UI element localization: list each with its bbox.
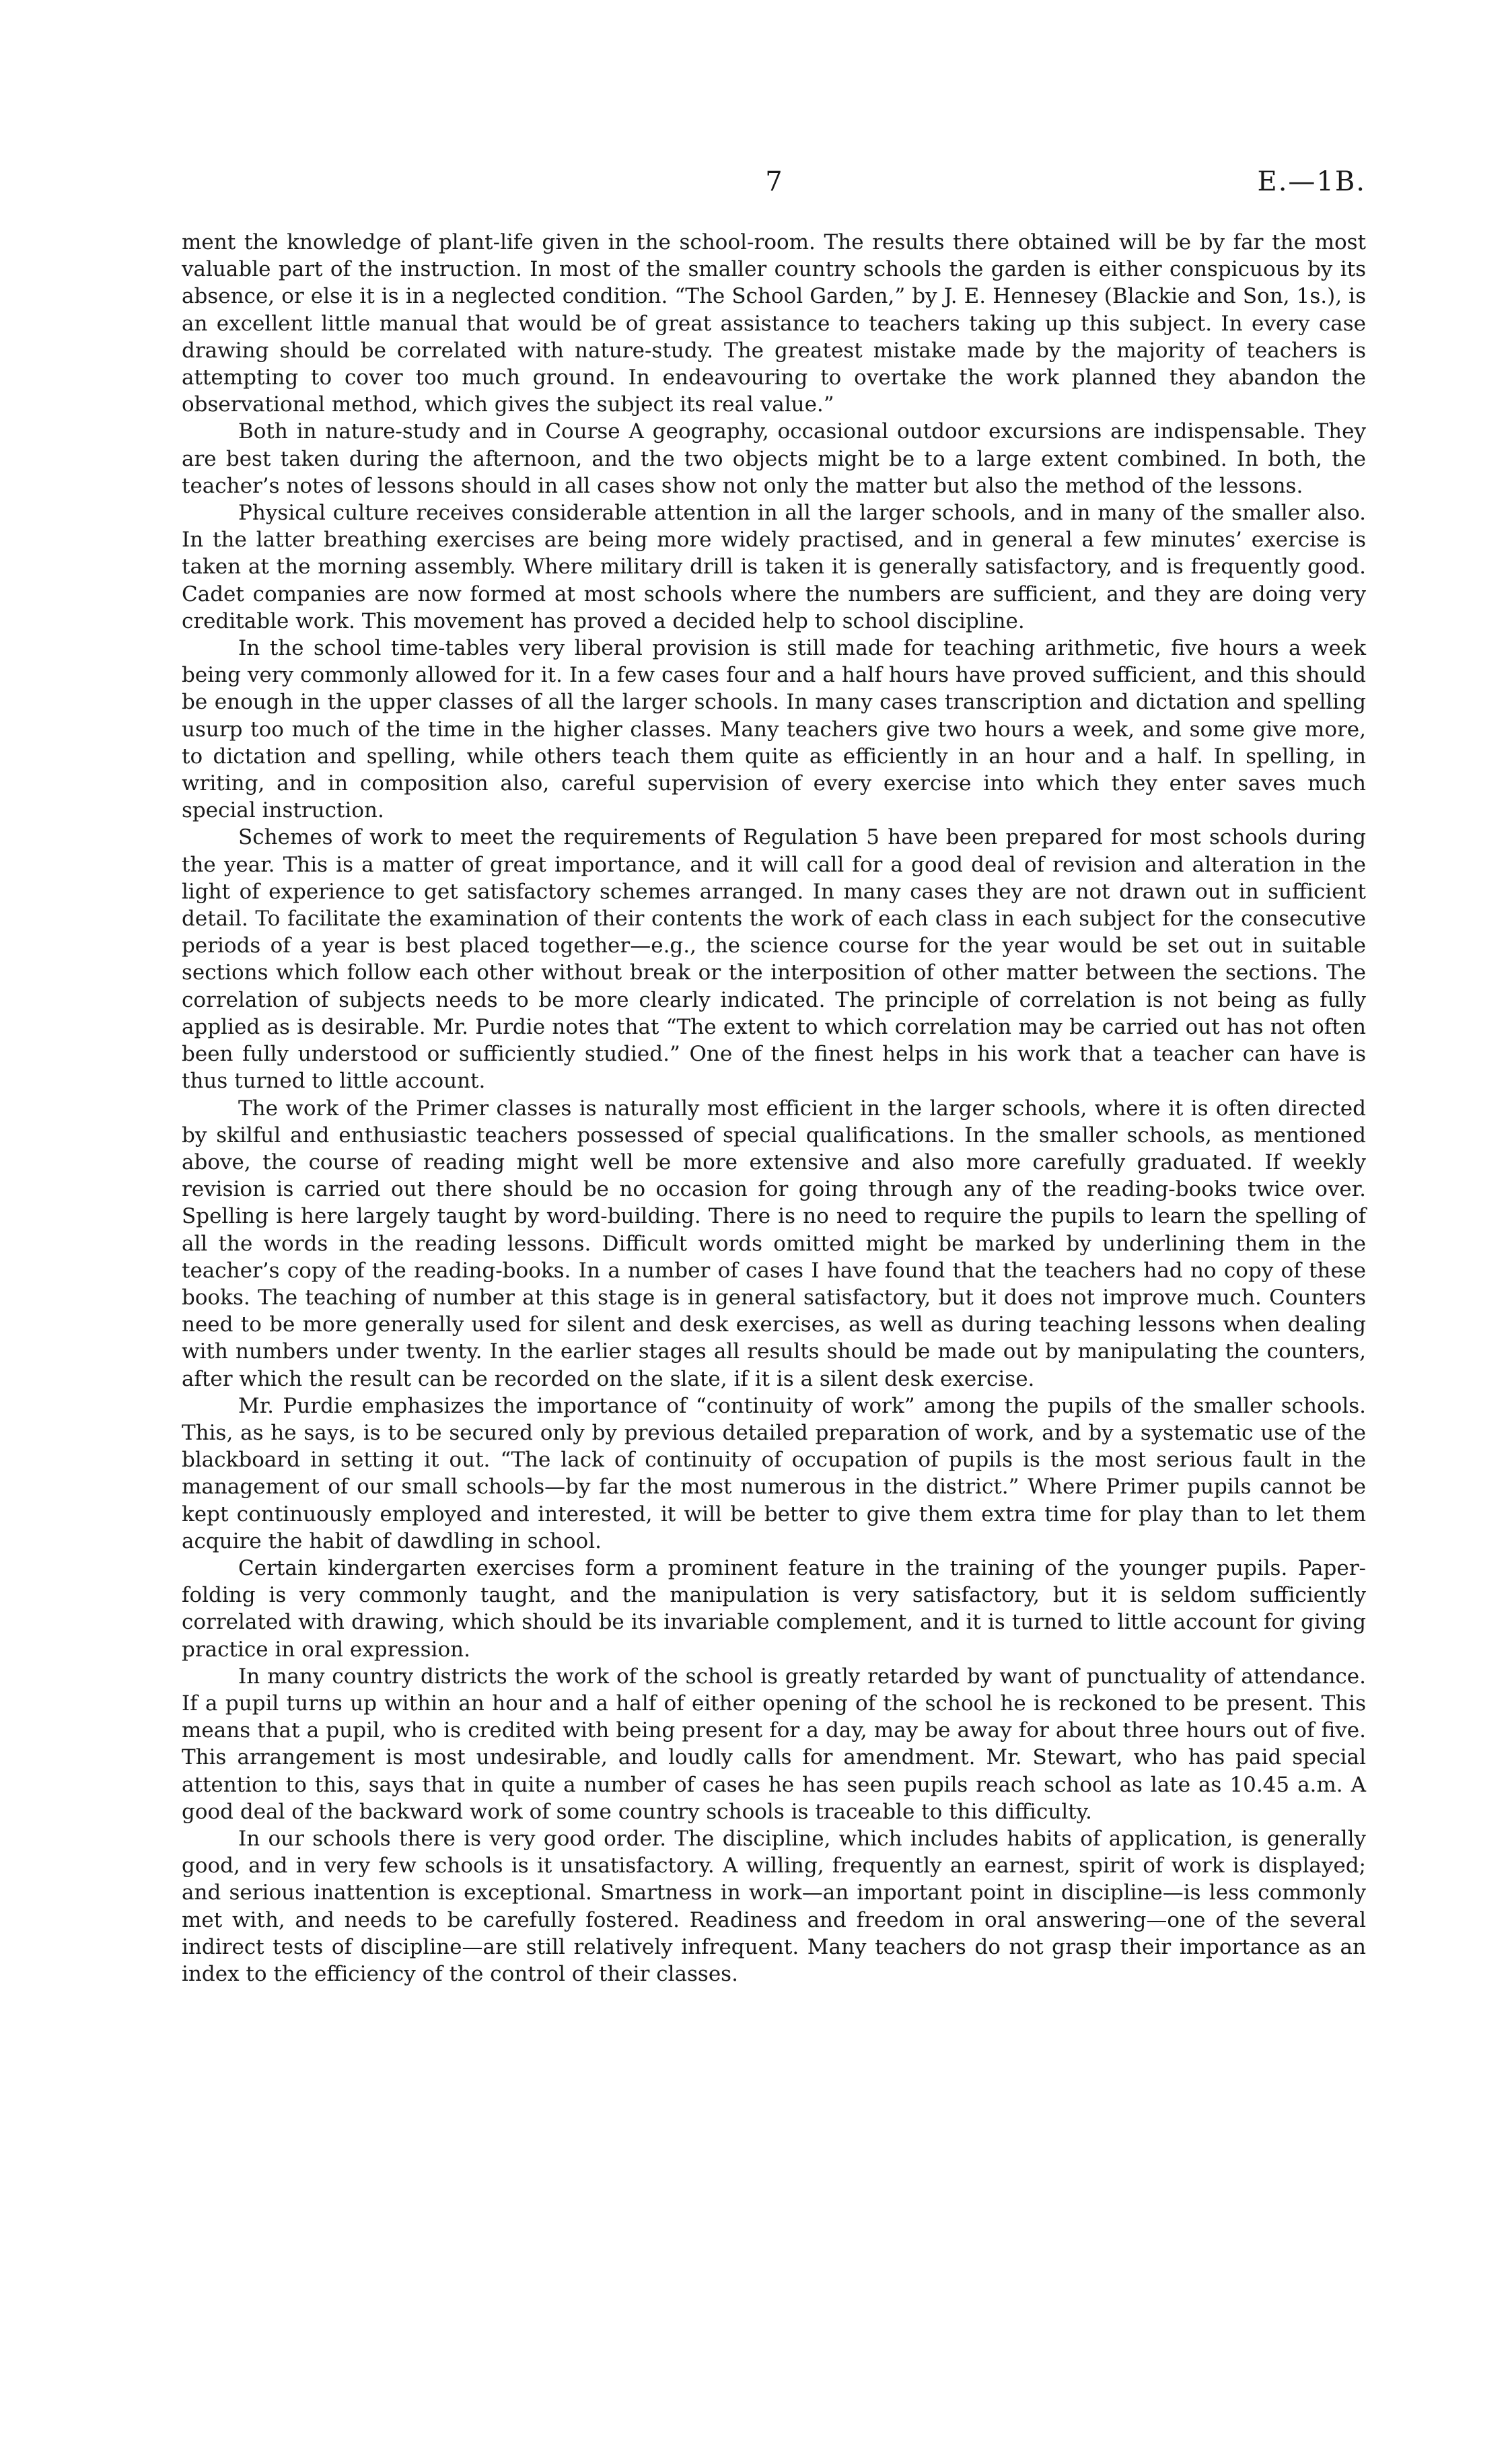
paragraph-discipline: In our schools there is very good order. The discipline, which includes habits of application, is generally good, and in very few schools is it unsatisfactory. A willing, frequently an earnest, spirit of work is displayed; and serious inattention is exceptional. Smartness in work—an important point in discipline—is less commonly met with, and needs to be carefully fostered. Readiness and freedom in oral answering—one of the several indirect tests of discipline—are still relatively infrequent. Many teachers do not grasp their importance as an index to the efficiency of the control of their classes. (182, 1826, 1366, 1986)
page-header (182, 162, 1366, 202)
paragraph-nature-study-continued: ment the knowledge of plant-life given in the school-room. The results there obtained will be by far the most valuable part of the instruction. In most of the smaller country schools the garden is either conspicuous by its absence, or else it is in a neglected condition. “The School Garden,” by J. E. Hennesey (Blackie and Son, 1s.), is an excellent little manual that would be of great assistance to teachers taking up this subject. In every case drawing should be correlated with nature-study. The greatest mistake made by the majority of teachers is attempting to cover too much ground. In endeavouring to overtake the work planned they abandon the observational method, which gives the subject its real value.” (182, 230, 1366, 417)
paragraph-continuity-of-work: Mr. Purdie emphasizes the importance of “continuity of work” among the pupils of the smaller schools. This, as he says, is to be secured only by previous detailed preparation of work, and by a systematic use of the blackboard in setting it out. “The lack of continuity of occupation of pupils is the most serious fault in the management of our small schools—by far the most numerous in the district.” Where Primer pupils cannot be kept continuously employed and interested, it will be better to give them extra time for play than to let them acquire the habit of dawdling in school. (182, 1393, 1366, 1553)
paragraph-kindergarten: Certain kindergarten exercises form a prominent feature in the training of the younger pupils. Paper-folding is very commonly taught, and the manipulation is very satisfactory, but it is seldom sufficiently correlated with drawing, which should be its invariable complement, and it is turned to little account for giving practice in oral expression. (182, 1555, 1366, 1662)
paragraph-physical-culture: Physical culture receives considerable attention in all the larger schools, and in many of the smaller also. In the latter breathing exercises are being more widely practised, and in general a few minutes’ exercise is taken at the morning assembly. Where military drill is taken it is generally satisfactory, and is frequently good. Cadet companies are now formed at most schools where the numbers are sufficient, and they are doing very creditable work. This movement has proved a decided help to school discipline. (182, 501, 1366, 633)
paragraph-time-tables: In the school time-tables very liberal provision is still made for teaching arithmetic, five hours a week being very commonly allowed for it. In a few cases four and a half hours have proved sufficient, and this should be enough in the upper classes of all the larger schools. In many cases transcription and dictation and spelling usurp too much of the time in the higher classes. Many teachers give two hours a week, and some give more, to dictation and spelling, while others teach them quite as efficiently in an hour and a half. In spelling, in writing, and in composition also, careful supervision of every exercise into which they enter saves much special instruction. (182, 636, 1366, 823)
paragraph-punctuality: In many country districts the work of the school is greatly retarded by want of punctuality of attendance. If a pupil turns up within an hour and a half of either opening of the school he is reckoned to be present. This means that a pupil, who is credited with being present for a day, may be away for about three hours out of five. This arrangement is most undesirable, and loudly calls for amendment. Mr. Stewart, who has paid special attention to this, says that in quite a number of cases he has seen pupils reach school as late as 10.45 a.m. A good deal of the backward work of some country schools is traceable to this difficulty. (182, 1664, 1366, 1824)
page-number: 7 (765, 166, 783, 197)
document-reference: E.—1B. (1257, 166, 1366, 197)
paragraph-schemes-of-work: Schemes of work to meet the requirements of Regulation 5 have been prepared for most schools during the year. This is a matter of great importance, and it will call for a good deal of revision and alteration in the light of experience to get satisfactory schemes arranged. In many cases they are not drawn out in sufficient detail. To facilitate the examination of their contents the work of each class in each subject for the consecutive periods of a year is best placed together—e.g., the science course for the year would be set out in suitable sections which follow each other without break or the interposition of other matter between the sections. The correlation of subjects needs to be more clearly indicated. The principle of correlation is not being as fully applied as is desirable. Mr. Purdie notes that “The extent to which correlation may be carried out has not often been fully understood or sufficiently studied.” One of the finest helps in his work that a teacher can have is thus turned to little account. (182, 825, 1366, 1094)
paragraph-primer-classes: The work of the Primer classes is naturally most efficient in the larger schools, where it is often directed by skilful and enthusiastic teachers possessed of special qualifications. In the smaller schools, as mentioned above, the course of reading might well be more extensive and also more carefully graduated. If weekly revision is carried out there should be no occasion for going through any of the reading-books twice over. Spelling is here largely taught by word-building. There is no need to require the pupils to learn the spelling of all the words in the reading lessons. Difficult words omitted might be marked by underlining them in the teacher’s copy of the reading-books. In a number of cases I have found that the teachers had no copy of these books. The teaching of number at this stage is in general satisfactory, but it does not improve much. Counters need to be more generally used for silent and desk exercises, as well as during teaching lessons when dealing with numbers under twenty. In the earlier stages all results should be made out by manipulating the counters, after which the result can be recorded on the slate, if it is a silent desk exercise. (182, 1096, 1366, 1391)
report-body (182, 229, 1366, 1987)
paragraph-outdoor-excursions: Both in nature-study and in Course A geography, occasional outdoor excursions are indispensable. They are best taken during the afternoon, and the two objects might be to a large extent combined. In both, the teacher’s notes of lessons should in all cases show not only the matter but also the method of the lessons. (182, 419, 1366, 498)
